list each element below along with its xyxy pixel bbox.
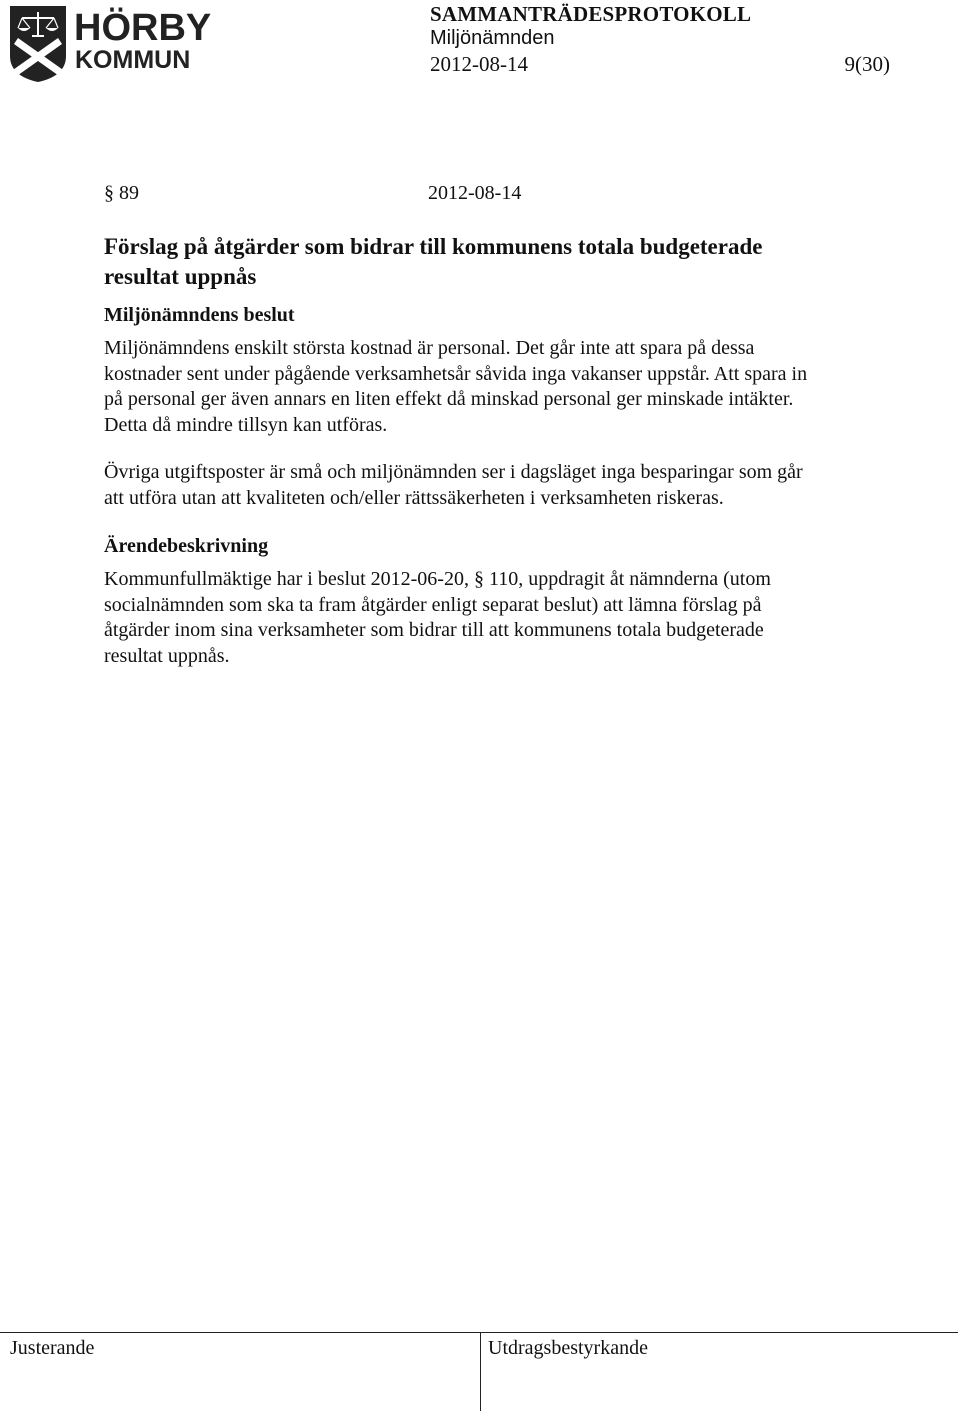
meeting-date: 2012-08-14: [430, 52, 528, 76]
paragraph-number: § 89: [104, 182, 139, 204]
decision-heading: Miljönämndens beslut: [104, 304, 295, 326]
case-paragraph-1: Kommunfullmäktige har i beslut 2012-06-20, § 110, uppdragit åt nämnderna (utom socialnämnden som ska ta fram åtgärder enligt separat beslut) att lämna förslag på åtgärder inom sina verksamheter som bidrar till att kommunens totala budgeterade resultat uppnås.: [104, 568, 771, 667]
logo-sub: KOMMUN: [75, 46, 191, 74]
decision-paragraph-1: Miljönämndens enskilt största kostnad är personal. Det går inte att spara på dessa kostnader sent under pågående verksamhetsår såvida inga vakanser uppstår. Att spara in på personal ger även annars en liten effekt då minskad personal ger minskade intäkter. Detta då mindre tillsyn kan utföras.: [104, 337, 808, 436]
committee-name: Miljönämnden: [430, 27, 555, 49]
decision-paragraph-2: Övriga utgiftsposter är små och miljönämnden ser i dagsläget inga besparingar som går att utföra utan att kvaliteten och/eller rättssäkerheten i verksamheten riskeras.: [104, 461, 803, 509]
adjuster-label: Justerande: [10, 1337, 95, 1359]
signature-footer: [0, 1332, 958, 1411]
certification-label: Utdragsbestyrkande: [488, 1337, 648, 1359]
page-number: 9(30): [844, 52, 890, 76]
case-heading: Ärendebeskrivning: [104, 535, 269, 557]
footer-divider: [480, 1333, 481, 1411]
paragraph-date: 2012-08-14: [428, 182, 522, 204]
paragraph-row: [104, 182, 824, 212]
document-body: [104, 182, 824, 669]
protocol-title: SAMMANTRÄDESPROTOKOLL: [430, 2, 752, 26]
logo-name: HÖRBY: [74, 7, 212, 49]
coat-of-arms-icon: [8, 4, 212, 84]
horby-kommun-logo: [8, 4, 212, 84]
document-title: Förslag på åtgärder som bidrar till kommunens totala budgeterade resultat uppnås: [104, 234, 763, 289]
